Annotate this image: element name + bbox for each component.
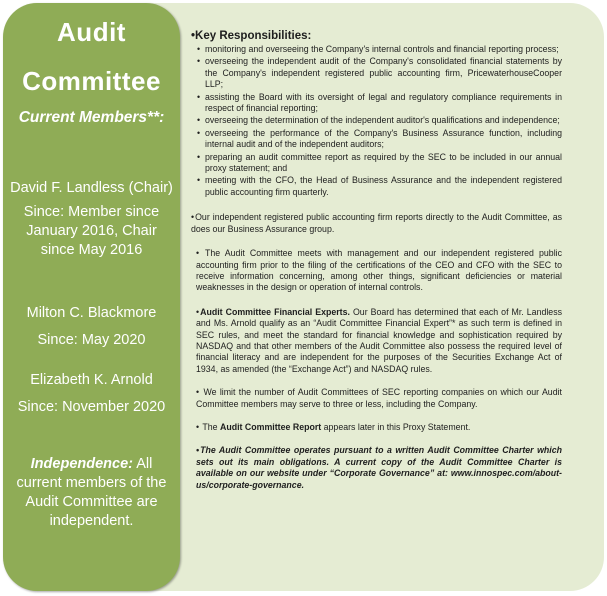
independence-text: All current members of the Audit Committee are independent. (16, 456, 167, 529)
member-since: Since: November 2020 (17, 399, 166, 415)
limit-paragraph: • We limit the number of Audit Committees of SEC reporting companies on which our Audit Committee members may serve to three or less, including the Company. (196, 387, 562, 409)
list-item: • assisting the Board with its oversight of legal and regulatory compliance requirements in respect of financial reporting; (197, 92, 562, 115)
financial-experts-label: Audit Committee Financial Experts. (200, 306, 350, 317)
charter-paragraph: •The Audit Committee operates pursuant to a written Audit Committee Charter which sets out its main obligations. A current copy of the Audit Committee Charter is available on our website under “Corporate Governance” at: www.innospec.com/about-us/corporate-governance. (196, 445, 562, 490)
member-since: Since: Member since January 2016, Chair since May 2016 (23, 204, 160, 258)
sidebar-title-line2: Committee (22, 66, 161, 96)
independence-statement (11, 455, 172, 531)
sidebar-title-line1: Audit (57, 17, 126, 47)
member-since: Since: May 2020 (37, 332, 146, 348)
responsibilities-content (191, 29, 562, 491)
member-arnold (9, 371, 174, 417)
committee-sidebar (3, 3, 180, 591)
list-item: • overseeing the independent audit of the Company's consolidated financial statements by the Company's independent registered public accounting firm, PricewaterhouseCooper LLP; (197, 56, 562, 90)
independence-label: Independence: (30, 456, 133, 472)
audit-committee-report-label: Audit Committee Report (220, 421, 322, 432)
member-name: David F. Landless (Chair) (10, 180, 173, 196)
member-landless (9, 179, 174, 260)
members-heading: Current Members**: (18, 109, 165, 126)
member-blackmore (9, 304, 174, 350)
responsibilities-list (191, 44, 562, 198)
list-item: • overseeing the determination of the independent auditor's qualifications and independence; (197, 115, 562, 126)
reports-paragraph: •Our independent registered public accounting firm reports directly to the Audit Committee, as does our Business Assurance group. (191, 212, 562, 234)
list-item: • overseeing the performance of the Company's Business Assurance function, including internal audit and of the independent auditors; (197, 128, 562, 151)
member-name: Elizabeth K. Arnold (30, 372, 153, 388)
financial-experts-paragraph: •Audit Committee Financial Experts. Our Board has determined that each of Mr. Landless and Ms. Arnold qualify as an “Audit Committee Financial Expert”* as such term is defined in SEC rules, and meet the standard for financial knowledge and sophistication required by NASDAQ and that other members of the Audit Committee also possess the required level of financial literacy and are independent for the purposes of the Securities Exchange Act of 1934, as amended (the “Exchange Act”) and NASDAQ rules. (196, 306, 562, 374)
member-name: Milton C. Blackmore (26, 305, 157, 321)
report-paragraph: • The Audit Committee Report appears later in this Proxy Statement. (196, 421, 471, 432)
meets-paragraph: • The Audit Committee meets with management and our independent registered public accounting firm prior to the filing of the certifications of the CEO and CFO with the SEC to receive information concerning, among other things, significant deficiencies or material weaknesses in the design or operation of internal controls. (196, 248, 562, 293)
list-item: • preparing an audit committee report as required by the SEC to be included in our annual proxy statement; and (197, 152, 562, 175)
list-item: • meeting with the CFO, the Head of Business Assurance and the independent registered public accounting firm quarterly. (197, 175, 562, 198)
list-item: • monitoring and overseeing the Company's internal controls and financial reporting process; (197, 44, 562, 55)
key-responsibilities-heading: •Key Responsibilities: (191, 30, 312, 42)
